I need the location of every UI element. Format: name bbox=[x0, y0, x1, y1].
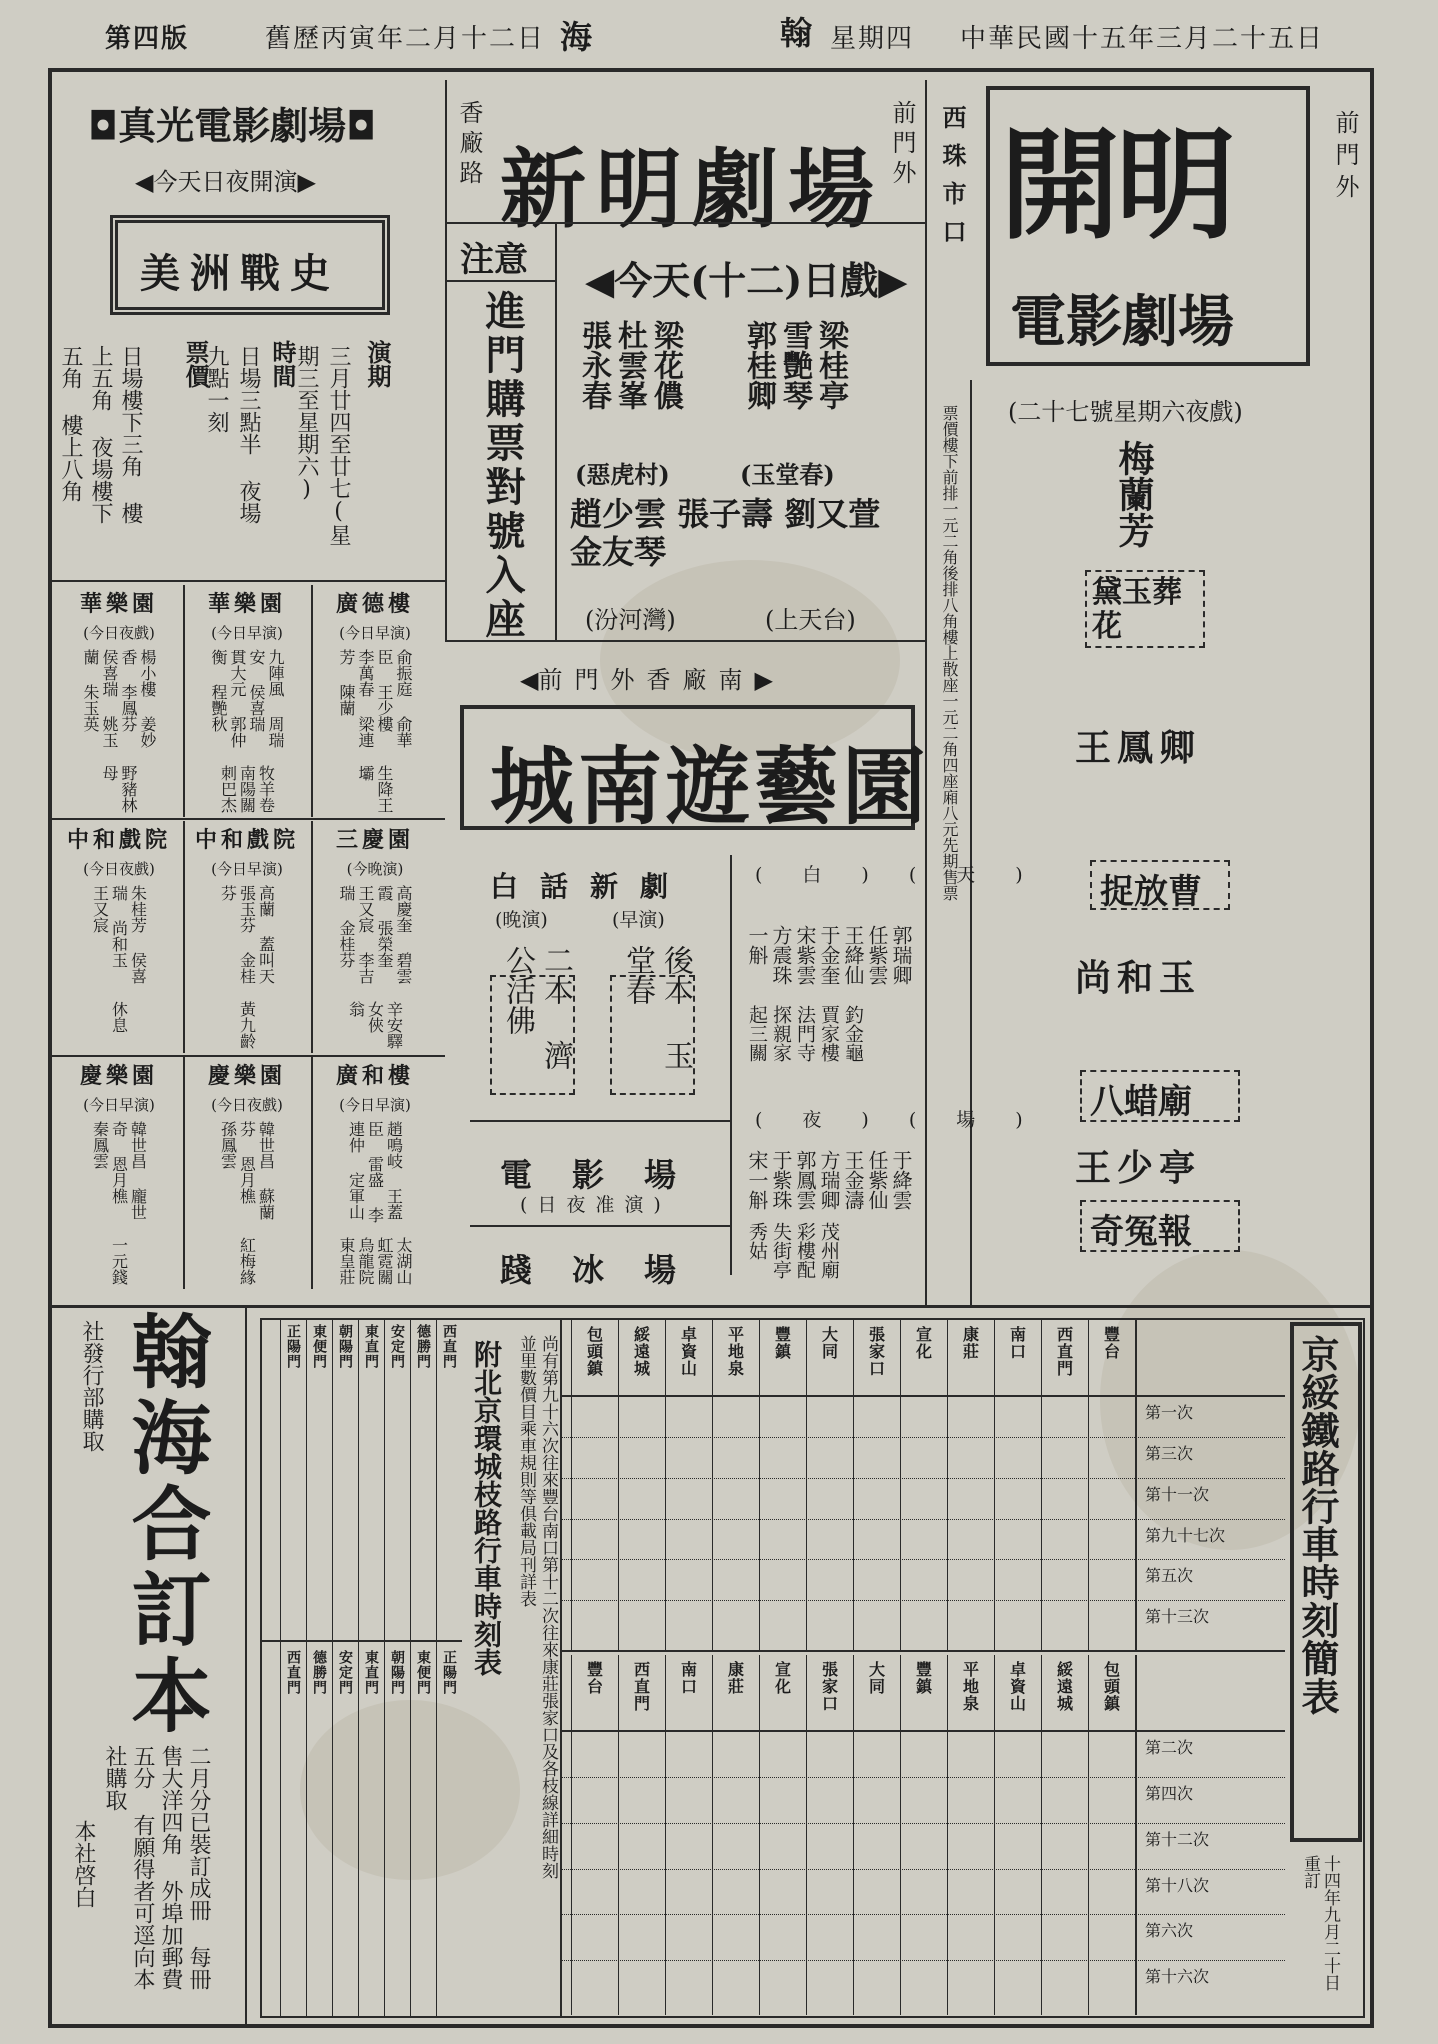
timetable-train: 第九十七次 bbox=[1145, 1525, 1226, 1545]
timetable-station: 豐台 bbox=[1101, 1326, 1121, 1360]
timetable-train: 第十一次 bbox=[1145, 1484, 1210, 1504]
divider bbox=[560, 1777, 1285, 1778]
act-play-text: 玉堂春 bbox=[751, 460, 824, 489]
theater-play: 黃九齡 bbox=[237, 1001, 257, 1049]
xinming-finale-play-left: (汾河灣) bbox=[585, 606, 676, 634]
chengnan-stage-night: (夜)(場) bbox=[755, 1109, 1063, 1131]
timetable-appendix-note: 尚有第九十六次往來豐台南口第十二次往來康莊張家口及各枝線詳細時刻並里數價目乘車規則等俱載局刊詳表 bbox=[516, 1335, 558, 1879]
loop-station: 安定門 bbox=[337, 1650, 353, 1695]
divider bbox=[436, 1320, 437, 2016]
chengnan-day-label: (早演) bbox=[612, 909, 665, 931]
hanhai-side: 社發行部購取 bbox=[79, 1320, 104, 1452]
theater-time: (今日夜戲) bbox=[211, 1096, 283, 1114]
xinming-location: 前門外 bbox=[888, 100, 916, 190]
timetable-station: 康莊 bbox=[725, 1661, 745, 1695]
loop-station: 正陽門 bbox=[441, 1650, 457, 1695]
theater-cast: 九陣風 周瑞安 侯喜瑞 貫大元 郭仲衡 程艷秋 bbox=[209, 649, 285, 748]
timetable-station: 大同 bbox=[819, 1326, 839, 1360]
divider bbox=[560, 1396, 1285, 1397]
timetable-train: 第五次 bbox=[1145, 1566, 1194, 1586]
divider bbox=[445, 80, 447, 640]
chengnan-cinema: 電影場 bbox=[500, 1156, 717, 1194]
timetable-train: 第十八次 bbox=[1145, 1875, 1210, 1895]
theater-name: 中和戲院 bbox=[66, 827, 171, 853]
edition-number: 第四版 bbox=[105, 24, 190, 54]
theater-play: 太湖山 虹霓關 烏龍院 東皇莊 bbox=[337, 1237, 413, 1285]
theater-play: 休息 bbox=[109, 1001, 129, 1033]
xinming-notice-title: 注意 bbox=[460, 240, 528, 280]
theater-block bbox=[187, 587, 307, 817]
chengnan-stage-day-plays: 釣金龜 賈家樓 法門寺 探親家 起三關 bbox=[746, 1005, 864, 1062]
timetable-appendix-title: 附北京環城枝路行車時刻表 bbox=[470, 1340, 503, 1676]
timetable-station: 張家口 bbox=[866, 1326, 886, 1377]
timetable-station: 宣化 bbox=[913, 1326, 933, 1360]
timetable-station: 包頭鎮 bbox=[1101, 1661, 1121, 1712]
cast-name: 尚和玉 bbox=[1075, 957, 1202, 999]
theater-name: 三慶園 bbox=[335, 827, 414, 853]
divider bbox=[262, 1640, 462, 1642]
chengnan-night-play: 二本 濟公活佛 bbox=[500, 945, 573, 1070]
theater-time: (今日夜戲) bbox=[83, 624, 155, 642]
timetable-subtitle: 十四年九月二十日重訂 bbox=[1300, 1855, 1340, 1991]
timetable-station: 康莊 bbox=[960, 1326, 980, 1360]
theater-cast: 朱桂芳 侯喜瑞 尚和玉 王又宸 bbox=[90, 885, 148, 984]
cast-name: 梅蘭芳 bbox=[1113, 440, 1155, 548]
divider bbox=[311, 1057, 313, 1289]
timetable-up-grid bbox=[560, 1655, 1285, 2015]
theater-block bbox=[315, 823, 435, 1053]
divider bbox=[445, 222, 925, 224]
divider bbox=[470, 1225, 730, 1227]
theater-block bbox=[315, 587, 435, 817]
divider bbox=[384, 1320, 385, 2016]
lunar-date: 舊歷丙寅年二月十二日 bbox=[265, 24, 546, 54]
chengnan-stage-night-names: 于絳雲 任紫仙 王金濤 方瑞卿 郭鳳雲 于紫珠 宋一斛 bbox=[745, 1150, 913, 1210]
timetable-train: 第一次 bbox=[1145, 1403, 1194, 1422]
theater-cast: 高慶奎 碧雲霞 張榮奎 王又宸 李吉瑞 金桂芬 bbox=[337, 885, 413, 984]
zhenguang-price: 日場樓下三角 樓上五角 夜場樓下五角 樓上八角 bbox=[58, 345, 143, 524]
theater-play: 一元錢 bbox=[109, 1237, 129, 1285]
timetable-station: 豐鎮 bbox=[913, 1661, 933, 1695]
loop-station: 朝陽門 bbox=[337, 1324, 353, 1369]
timetable-station: 大同 bbox=[866, 1661, 886, 1695]
timetable-train: 第六次 bbox=[1145, 1921, 1194, 1941]
xinming-act-2 bbox=[575, 320, 735, 489]
loop-station: 正陽門 bbox=[285, 1324, 301, 1369]
hanhai-sign: 本社啓白 bbox=[71, 1820, 96, 1908]
kaiming-notice: (二十七號星期六夜戲) bbox=[1008, 398, 1243, 426]
divider bbox=[560, 1478, 1285, 1479]
act-names: 梁花儂 杜雲峯 張永春 bbox=[576, 320, 683, 410]
theater-time: (今日早演) bbox=[211, 860, 283, 878]
divider bbox=[730, 855, 732, 1275]
zhenguang-schedule bbox=[360, 340, 395, 420]
divider bbox=[245, 1305, 247, 2028]
timetable-station: 包頭鎮 bbox=[584, 1326, 604, 1377]
chengnan-skating: 踐冰場 bbox=[500, 1251, 717, 1289]
divider bbox=[1135, 1655, 1137, 2015]
chengnan-drama-title: 白話新劇 bbox=[490, 870, 691, 903]
xinming-today-text: 今天(十二)日戲 bbox=[614, 258, 879, 303]
divider bbox=[48, 1055, 445, 1057]
theater-play: 紅梅緣 bbox=[237, 1237, 257, 1285]
cast-role: 黛玉葬花 bbox=[1092, 575, 1182, 644]
weekday: 星期四 bbox=[830, 24, 915, 54]
timetable-train: 第十六次 bbox=[1145, 1967, 1210, 1987]
theater-time: (今日早演) bbox=[83, 1096, 155, 1114]
timetable-loop-grid bbox=[262, 1320, 462, 2016]
zhenguang-schedule-text: 三月廿四至廿七(星期三至星期六) bbox=[294, 345, 351, 546]
xinming-address: 香廠路 bbox=[455, 100, 483, 190]
divider bbox=[445, 280, 555, 282]
theater-name: 廣和樓 bbox=[335, 1063, 414, 1089]
divider bbox=[560, 1559, 1285, 1560]
loop-station: 西直門 bbox=[441, 1324, 457, 1369]
theater-cast: 韓世昌 蘇蘭芬 恩月樵 孫鳳雲 bbox=[218, 1121, 276, 1220]
cast-name: 王少亭 bbox=[1075, 1147, 1202, 1189]
theater-block bbox=[59, 1059, 179, 1289]
timetable-train: 第四次 bbox=[1145, 1783, 1194, 1803]
loop-station: 德勝門 bbox=[311, 1650, 327, 1695]
paper-name-left: 海 bbox=[560, 18, 595, 56]
zhenguang-time: 日場三點半 夜場九點一刻 bbox=[204, 345, 261, 524]
theater-time: (今日早演) bbox=[211, 624, 283, 642]
theater-play: 生降王壩 bbox=[356, 765, 394, 813]
divider bbox=[560, 1869, 1285, 1870]
divider bbox=[410, 1320, 411, 2016]
theater-time: (今日早演) bbox=[339, 624, 411, 642]
finale-play-left-text: 汾河灣 bbox=[594, 606, 667, 634]
hanhai-title: 翰海合訂本 bbox=[118, 1310, 212, 1740]
zhenguang-title-text: 真光電影劇場 bbox=[118, 103, 347, 148]
small-theaters bbox=[55, 585, 445, 1295]
divider bbox=[306, 1320, 307, 2016]
divider bbox=[560, 1650, 1285, 1652]
chengnan-stage-night-plays: 茂州廟 彩樓配 失街亭 秀姑 bbox=[746, 1222, 840, 1279]
zhenguang-today: ◀今天日夜開演▶ bbox=[135, 168, 316, 196]
hanhai-body: 二月分已裝訂成冊 每冊售大洋四角 外埠加郵費 五分 有願得者可逕向本社購取 bbox=[102, 1745, 211, 1990]
act-play: (玉堂春) bbox=[740, 460, 835, 489]
western-date: 中華民國十五年三月二十五日 bbox=[960, 24, 1325, 54]
divider bbox=[560, 1519, 1285, 1520]
timetable-down-grid bbox=[560, 1320, 1285, 1650]
divider bbox=[183, 1057, 185, 1289]
chengnan-stage-day: (白)(天) bbox=[755, 864, 1063, 886]
xinming-title: 新明劇場 bbox=[500, 139, 884, 240]
divider bbox=[470, 1120, 730, 1122]
theater-time: (今日夜戲) bbox=[83, 860, 155, 878]
xinming-notice-body: 進門購票對號入座 bbox=[479, 290, 526, 642]
divider bbox=[358, 1320, 359, 2016]
xinming-finale: 趙少雲 張子壽 劉又萱 金友琴 bbox=[570, 495, 881, 571]
theater-cast: 楊小樓 姜妙香 李鳳芬 侯喜瑞 姚玉蘭 朱玉英 bbox=[81, 649, 157, 748]
xinming-act-1 bbox=[740, 320, 900, 489]
chengnan-stage-day-names: 郭瑞卿 任紫雲 王絳仙 于金奎 宋紫雲 方震珠 一斛 bbox=[745, 925, 913, 985]
theater-name: 慶樂園 bbox=[207, 1063, 286, 1089]
theater-block bbox=[187, 1059, 307, 1289]
cast-role: 八蜡廟 bbox=[1090, 1082, 1192, 1122]
divider bbox=[560, 1600, 1285, 1601]
timetable-station: 西直門 bbox=[631, 1661, 651, 1712]
theater-cast: 韓世昌 龐世奇 恩月樵 秦鳳雲 bbox=[90, 1121, 148, 1220]
timetable-station: 南口 bbox=[678, 1661, 698, 1695]
timetable-train: 第二次 bbox=[1145, 1738, 1194, 1757]
timetable-title: 京綏鐵路行車時刻簡表 bbox=[1295, 1335, 1340, 1715]
kaiming-ticket-note: 票價樓下前排一元二角後排八角樓上散座一元二角四座廂八元先期售票 bbox=[940, 405, 959, 901]
timetable-train: 第三次 bbox=[1145, 1443, 1194, 1463]
divider bbox=[445, 640, 925, 642]
cast-role: 奇冤報 bbox=[1090, 1212, 1192, 1252]
theater-name: 華樂園 bbox=[207, 591, 286, 617]
theater-name: 華樂園 bbox=[79, 591, 158, 617]
loop-station: 西直門 bbox=[285, 1650, 301, 1695]
chengnan-night-label: (晚演) bbox=[495, 909, 548, 931]
loop-station: 朝陽門 bbox=[389, 1650, 405, 1695]
time-label: 時間 bbox=[268, 340, 297, 388]
chengnan-title: 城南遊藝園 bbox=[490, 737, 931, 836]
theater-cast: 趙鳴岐 王蓋臣 雷盛 李連仲 定軍山 bbox=[346, 1121, 404, 1223]
timetable-station: 南口 bbox=[1007, 1326, 1027, 1360]
cast-block bbox=[1030, 440, 1310, 650]
timetable-station: 卓資山 bbox=[678, 1326, 698, 1377]
timetable-station: 綏遠城 bbox=[1054, 1661, 1074, 1712]
chengnan-header: ◀前門外香廠南▶ bbox=[520, 666, 773, 694]
theater-time: (今日早演) bbox=[339, 1096, 411, 1114]
divider bbox=[311, 585, 313, 817]
chengnan-header-text: 前門外香廠南 bbox=[538, 666, 755, 694]
divider bbox=[970, 380, 972, 1305]
theater-cast: 高蘭 蓋叫天 張玉芬 金桂芬 bbox=[218, 885, 276, 984]
timetable-train: 第十二次 bbox=[1145, 1829, 1210, 1849]
divider bbox=[48, 818, 445, 820]
timetable-station: 宣化 bbox=[772, 1661, 792, 1695]
kaiming-address: 西珠市口 bbox=[938, 105, 967, 257]
theater-cast: 俞振庭 俞華臣 王少樓 李萬春 梁連芳 陳蘭 bbox=[337, 649, 413, 748]
timetable-station: 綏遠城 bbox=[631, 1326, 651, 1377]
divider bbox=[280, 1320, 281, 2016]
kaiming-location: 前門外 bbox=[1331, 110, 1359, 206]
theater-time: (今晚演) bbox=[346, 860, 404, 878]
finale-play-right-text: 上天台 bbox=[774, 606, 847, 634]
act-play-text: 惡虎村 bbox=[586, 460, 659, 489]
divider bbox=[183, 585, 185, 817]
divider bbox=[560, 1731, 1285, 1732]
theater-play: 牧羊卷 南陽關 刺巴杰 bbox=[218, 765, 276, 813]
kaiming-notice-text: 二十七號星期六夜戲 bbox=[1017, 398, 1234, 426]
xinming-today: ◀今天(十二)日戲▶ bbox=[585, 258, 908, 303]
kaiming-subtitle: 電影劇場 bbox=[1010, 289, 1234, 355]
divider bbox=[560, 1914, 1285, 1915]
timetable-station: 平地泉 bbox=[960, 1661, 980, 1712]
divider bbox=[311, 821, 313, 1053]
timetable-station: 卓資山 bbox=[1007, 1661, 1027, 1712]
act-names: 梁桂亭 雪艷琴 郭桂卿 bbox=[741, 320, 848, 410]
loop-station: 德勝門 bbox=[415, 1324, 431, 1369]
loop-station: 東直門 bbox=[363, 1324, 379, 1369]
divider bbox=[332, 1320, 333, 2016]
divider bbox=[555, 222, 557, 640]
zhenguang-today-text: 今天日夜開演 bbox=[153, 168, 298, 196]
theater-block bbox=[187, 823, 307, 1053]
paper-name-right: 翰 bbox=[780, 14, 815, 52]
kaiming-cast bbox=[1030, 440, 1310, 650]
loop-station: 安定門 bbox=[389, 1324, 405, 1369]
theater-block bbox=[59, 587, 179, 817]
loop-station: 東便門 bbox=[311, 1324, 327, 1369]
timetable-station: 豐鎮 bbox=[772, 1326, 792, 1360]
theater-name: 廣德樓 bbox=[335, 591, 414, 617]
timetable-station: 平地泉 bbox=[725, 1326, 745, 1377]
loop-station: 東直門 bbox=[363, 1650, 379, 1695]
timetable-train: 第十三次 bbox=[1145, 1607, 1210, 1627]
timetable-station: 豐台 bbox=[584, 1661, 604, 1695]
zhenguang-film: 美洲戰史 bbox=[140, 250, 340, 297]
timetable-station: 西直門 bbox=[1054, 1326, 1074, 1377]
act-play: (惡虎村) bbox=[575, 460, 670, 489]
divider bbox=[560, 1437, 1285, 1438]
divider bbox=[183, 821, 185, 1053]
divider bbox=[1135, 1320, 1137, 1650]
theater-block bbox=[59, 823, 179, 1053]
divider bbox=[560, 1318, 562, 2018]
theater-name: 慶樂園 bbox=[79, 1063, 158, 1089]
timetable-station: 張家口 bbox=[819, 1661, 839, 1712]
theater-play: 野豬林 母 bbox=[100, 765, 138, 813]
cast-name: 王鳳卿 bbox=[1075, 727, 1202, 769]
divider bbox=[48, 580, 445, 582]
loop-station: 東便門 bbox=[415, 1650, 431, 1695]
theater-name: 中和戲院 bbox=[194, 827, 299, 853]
chengnan-day-play: 後本 玉堂春 bbox=[620, 945, 693, 1070]
schedule-label: 演期 bbox=[363, 340, 392, 388]
chengnan-cinema-note: (日夜准演) bbox=[520, 1194, 671, 1216]
zhenguang-title: ◘真光電影劇場◘ bbox=[88, 103, 377, 148]
divider bbox=[560, 1960, 1285, 1961]
cast-role: 捉放曹 bbox=[1100, 872, 1202, 912]
theater-play: 辛安驛 女俠 翁 bbox=[346, 1001, 404, 1049]
kaiming-title: 開明 bbox=[1000, 115, 1232, 256]
xinming-finale-play-right: (上天台) bbox=[765, 606, 856, 634]
price-label: 票價 bbox=[181, 340, 210, 388]
theater-block bbox=[315, 1059, 435, 1289]
divider bbox=[560, 1823, 1285, 1824]
